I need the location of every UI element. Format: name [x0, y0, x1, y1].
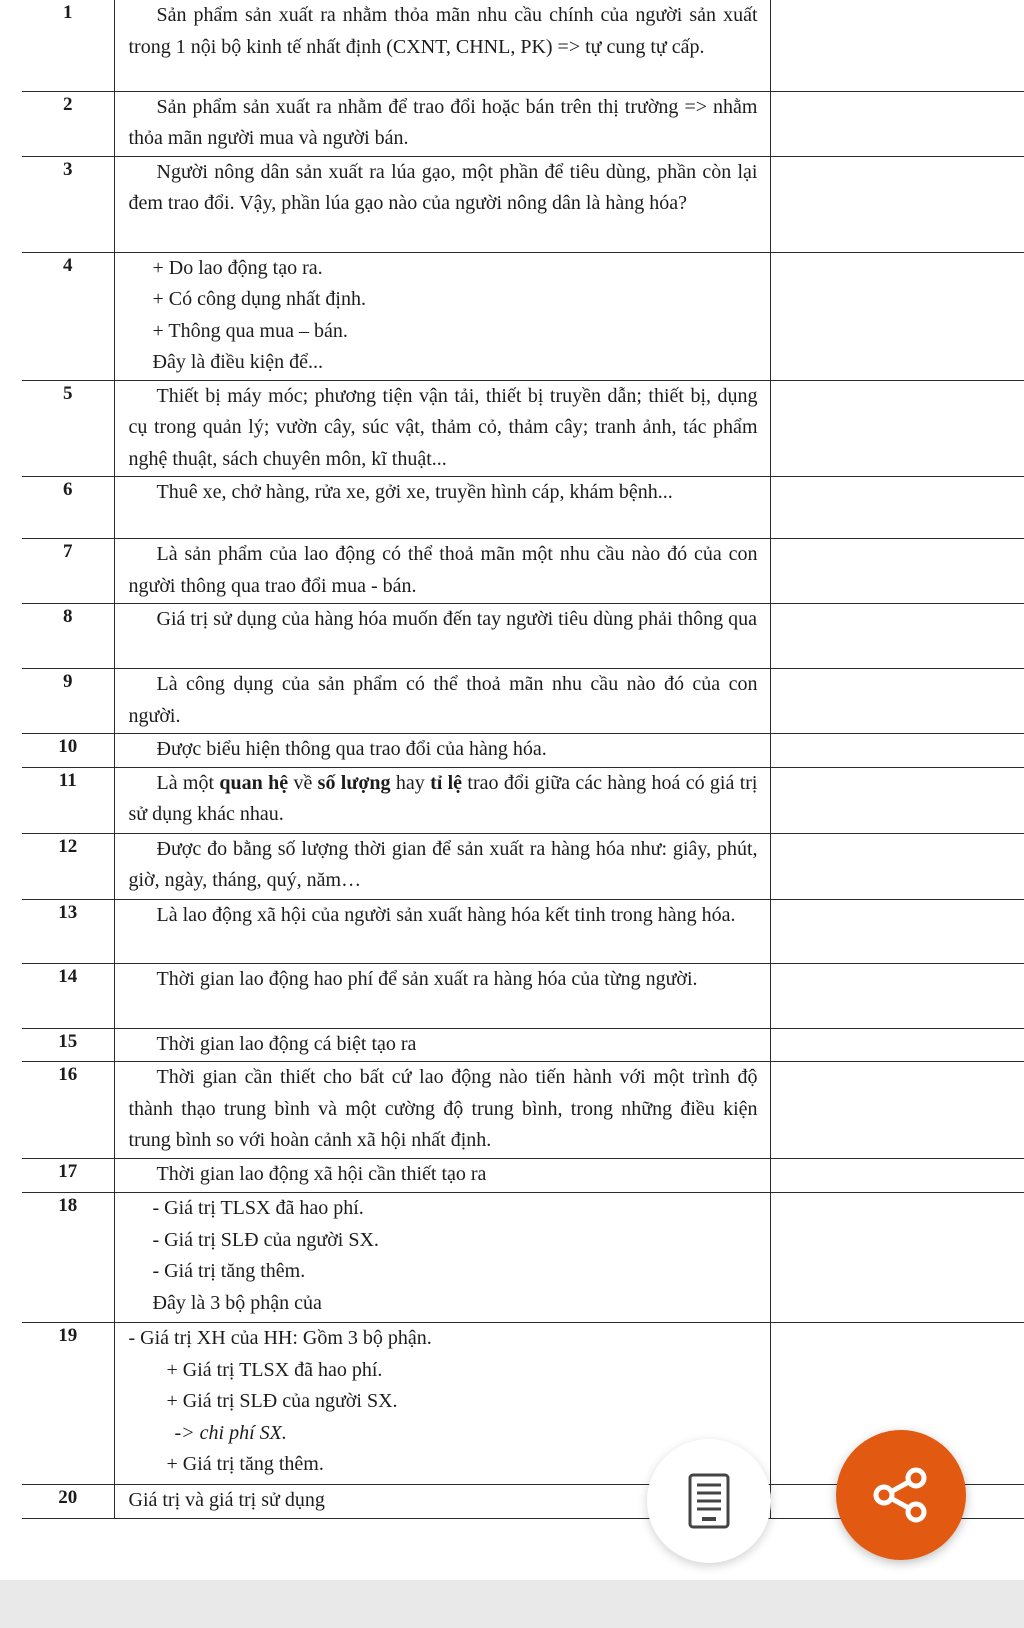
answer-cell[interactable] [770, 604, 1024, 669]
row-number: 5 [22, 380, 114, 477]
row-number: 18 [22, 1193, 114, 1323]
question-table [22, 0, 1024, 1519]
answer-cell[interactable] [770, 91, 1024, 156]
statement-text: Được đo bằng số lượng thời gian để sản xuất ra hàng hóa như: giây, phút, giờ, ngày, tháng, quý, năm… [114, 833, 770, 899]
row-number: 20 [22, 1485, 114, 1519]
answer-cell[interactable] [770, 669, 1024, 734]
table-row [22, 604, 1024, 669]
answer-cell[interactable] [770, 1159, 1024, 1193]
share-button[interactable] [836, 1430, 966, 1560]
table-row [22, 1193, 1024, 1323]
table-row [22, 833, 1024, 899]
row-number: 7 [22, 539, 114, 604]
table-row [22, 0, 1024, 91]
answer-cell[interactable] [770, 1062, 1024, 1159]
table-row [22, 539, 1024, 604]
row-number: 12 [22, 833, 114, 899]
statement-text: Là một quan hệ về số lượng hay tỉ lệ trao đổi giữa các hàng hoá có giá trị sử dụng khác nhau. [114, 767, 770, 833]
answer-cell[interactable] [770, 1028, 1024, 1062]
table-row [22, 669, 1024, 734]
row-number: 2 [22, 91, 114, 156]
statement-text: Thời gian cần thiết cho bất cứ lao động nào tiến hành với một trình độ thành thạo trung bình và một cường độ trung bình, trong những điều kiện trung bình so với hoàn cảnh xã hội nhất định. [114, 1062, 770, 1159]
row-number: 19 [22, 1323, 114, 1485]
statement-text: Là công dụng của sản phẩm có thể thoả mãn nhu cầu nào đó của con người. [114, 669, 770, 734]
row-number: 14 [22, 963, 114, 1028]
table-row [22, 1159, 1024, 1193]
answer-cell[interactable] [770, 1193, 1024, 1323]
document-list-icon [687, 1473, 731, 1529]
bottom-background [0, 1580, 1024, 1628]
row-number: 9 [22, 669, 114, 734]
row-number: 4 [22, 252, 114, 380]
table-of-contents-button[interactable] [647, 1439, 771, 1563]
answer-cell[interactable] [770, 380, 1024, 477]
statement-text: Là sản phẩm của lao động có thể thoả mãn một nhu cầu nào đó của con người thông qua trao đổi mua - bán. [114, 539, 770, 604]
statement-text: Thuê xe, chở hàng, rửa xe, gởi xe, truyền hình cáp, khám bệnh... [114, 477, 770, 539]
statement-text: Là lao động xã hội của người sản xuất hàng hóa kết tinh trong hàng hóa. [114, 899, 770, 963]
statement-text: Giá trị sử dụng của hàng hóa muốn đến tay người tiêu dùng phải thông qua [114, 604, 770, 669]
statement-text: Sản phẩm sản xuất ra nhằm để trao đổi hoặc bán trên thị trường => nhằm thỏa mãn người mua và người bán. [114, 91, 770, 156]
row-number: 1 [22, 0, 114, 91]
row-number: 16 [22, 1062, 114, 1159]
statement-text: Sản phẩm sản xuất ra nhằm thỏa mãn nhu cầu chính của người sản xuất trong 1 nội bộ kinh tế nhất định (CXNT, CHNL, PK) => tự cung tự cấp. [114, 0, 770, 91]
answer-cell[interactable] [770, 833, 1024, 899]
statement-text: Giá trị và giá trị sử dụng [114, 1485, 770, 1519]
answer-cell[interactable] [770, 767, 1024, 833]
row-number: 11 [22, 767, 114, 833]
table-row [22, 767, 1024, 833]
table-row [22, 91, 1024, 156]
row-number: 15 [22, 1028, 114, 1062]
row-number: 3 [22, 156, 114, 252]
answer-cell[interactable] [770, 156, 1024, 252]
table-row [22, 963, 1024, 1028]
statement-text: - Giá trị TLSX đã hao phí. - Giá trị SLĐ của người SX. - Giá trị tăng thêm. Đây là 3 bộ phận của [114, 1193, 770, 1323]
answer-cell[interactable] [770, 539, 1024, 604]
row-number: 8 [22, 604, 114, 669]
table-row [22, 380, 1024, 477]
table-row [22, 156, 1024, 252]
statement-text: + Do lao động tạo ra. + Có công dụng nhất định. + Thông qua mua – bán. Đây là điều kiện để... [114, 252, 770, 380]
statement-text: - Giá trị XH của HH: Gồm 3 bộ phận. + Giá trị TLSX đã hao phí. + Giá trị SLĐ của người SX. -> chi phí SX. + Giá trị tăng thêm. [114, 1323, 770, 1485]
row-number: 6 [22, 477, 114, 539]
answer-cell[interactable] [770, 0, 1024, 91]
row-number: 13 [22, 899, 114, 963]
statement-text: Được biểu hiện thông qua trao đổi của hàng hóa. [114, 734, 770, 768]
table-row [22, 1028, 1024, 1062]
table-row [22, 1062, 1024, 1159]
table-row [22, 734, 1024, 768]
statement-text: Thời gian lao động xã hội cần thiết tạo ra [114, 1159, 770, 1193]
statement-text: Người nông dân sản xuất ra lúa gạo, một phần để tiêu dùng, phần còn lại đem trao đổi. Vậy, phần lúa gạo nào của người nông dân là hàng hóa? [114, 156, 770, 252]
share-icon [871, 1467, 931, 1523]
row-number: 10 [22, 734, 114, 768]
answer-cell[interactable] [770, 477, 1024, 539]
statement-text: Thời gian lao động hao phí để sản xuất ra hàng hóa của từng người. [114, 963, 770, 1028]
answer-cell[interactable] [770, 252, 1024, 380]
answer-cell[interactable] [770, 899, 1024, 963]
answer-cell[interactable] [770, 734, 1024, 768]
table-row [22, 252, 1024, 380]
row-number: 17 [22, 1159, 114, 1193]
table-row [22, 477, 1024, 539]
answer-cell[interactable] [770, 963, 1024, 1028]
statement-text: Thiết bị máy móc; phương tiện vận tải, thiết bị truyền dẫn; thiết bị, dụng cụ trong quản lý; vườn cây, súc vật, thảm cỏ, thảm cây; tranh ảnh, tác phẩm nghệ thuật, sách chuyên môn, kĩ thuật... [114, 380, 770, 477]
statement-text: Thời gian lao động cá biệt tạo ra [114, 1028, 770, 1062]
table-row [22, 899, 1024, 963]
